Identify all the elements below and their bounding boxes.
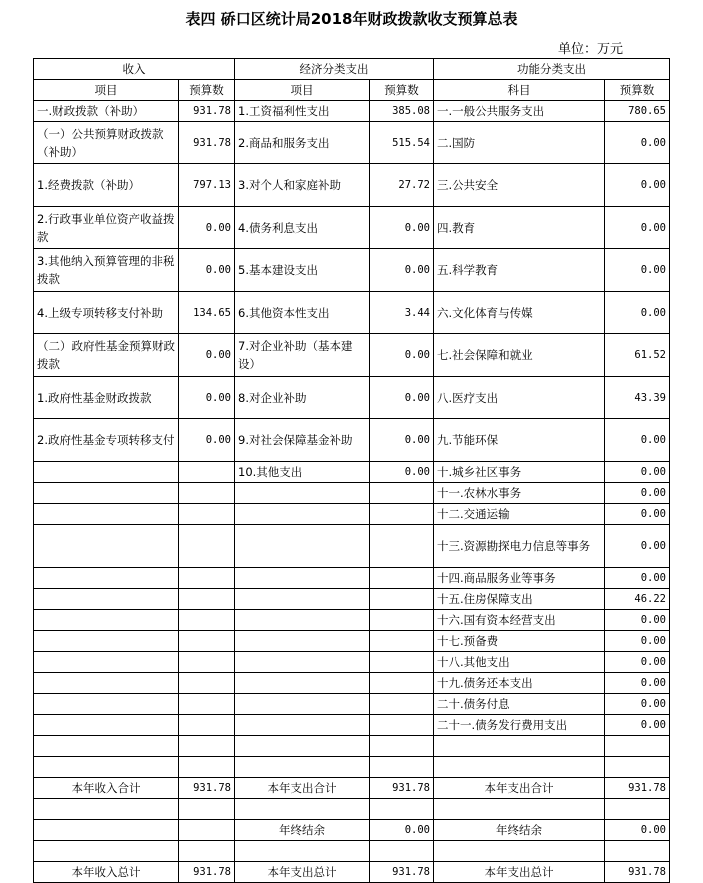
income-amount-cell: [179, 841, 235, 862]
income-amount-cell: 0.00: [179, 207, 235, 249]
func-amount-cell: 0.00: [605, 292, 670, 334]
func-amount-cell: [605, 736, 670, 757]
income-item-cell: [34, 610, 179, 631]
func-subject-cell: 七.社会保障和就业: [434, 334, 605, 377]
income-amount-cell: 931.78: [179, 122, 235, 164]
table-row: [34, 736, 670, 757]
income-item-cell: [34, 757, 179, 778]
func-amount-cell: 0.00: [605, 525, 670, 568]
econ-item-cell: 本年支出总计: [235, 862, 370, 883]
econ-amount-cell: 385.08: [370, 101, 434, 122]
table-row: [34, 249, 670, 292]
income-amount-cell: [179, 462, 235, 483]
econ-amount-cell: [370, 631, 434, 652]
income-amount-cell: [179, 715, 235, 736]
income-item-cell: 1.经费拨款（补助）: [34, 164, 179, 207]
func-subject-cell: [434, 841, 605, 862]
table-row: [34, 462, 670, 483]
income-item-cell: 本年收入合计: [34, 778, 179, 799]
income-item-cell: [34, 736, 179, 757]
func-amount-cell: 61.52: [605, 334, 670, 377]
func-subject-cell: 九.节能环保: [434, 419, 605, 462]
econ-item-cell: [235, 525, 370, 568]
func-amount-cell: 0.00: [605, 164, 670, 207]
income-item-cell: 4.上级专项转移支付补助: [34, 292, 179, 334]
econ-item-cell: 年终结余: [235, 820, 370, 841]
income-item-cell: [34, 589, 179, 610]
econ-item-cell: [235, 483, 370, 504]
income-item-cell: [34, 799, 179, 820]
func-amount-cell: 0.00: [605, 249, 670, 292]
econ-amount-cell: [370, 610, 434, 631]
header-amount: 预算数: [605, 80, 670, 101]
income-item-cell: [34, 652, 179, 673]
func-amount-cell: 0.00: [605, 207, 670, 249]
income-item-cell: [34, 483, 179, 504]
table-row: [34, 610, 670, 631]
table-row: [34, 694, 670, 715]
func-amount-cell: [605, 757, 670, 778]
income-amount-cell: [179, 589, 235, 610]
income-item-cell: [34, 525, 179, 568]
econ-item-cell: [235, 568, 370, 589]
column-header-row: [34, 80, 670, 101]
group-econ: 经济分类支出: [235, 59, 434, 80]
func-subject-cell: 六.文化体育与传媒: [434, 292, 605, 334]
group-header-row: [34, 59, 670, 80]
table-row: [34, 483, 670, 504]
econ-amount-cell: [370, 799, 434, 820]
table-row: [34, 778, 670, 799]
func-amount-cell: [605, 841, 670, 862]
income-amount-cell: [179, 504, 235, 525]
func-amount-cell: 931.78: [605, 778, 670, 799]
income-item-cell: [34, 504, 179, 525]
func-amount-cell: 0.00: [605, 610, 670, 631]
table-row: [34, 673, 670, 694]
econ-amount-cell: 27.72: [370, 164, 434, 207]
econ-item-cell: [235, 694, 370, 715]
income-item-cell: [34, 568, 179, 589]
econ-amount-cell: 931.78: [370, 862, 434, 883]
income-amount-cell: [179, 610, 235, 631]
income-amount-cell: [179, 652, 235, 673]
header-amount: 预算数: [179, 80, 235, 101]
table-row: [34, 292, 670, 334]
econ-item-cell: 1.工资福利性支出: [235, 101, 370, 122]
income-amount-cell: [179, 799, 235, 820]
econ-amount-cell: [370, 673, 434, 694]
group-func: 功能分类支出: [434, 59, 670, 80]
econ-item-cell: 10.其他支出: [235, 462, 370, 483]
func-amount-cell: 43.39: [605, 377, 670, 419]
econ-item-cell: [235, 841, 370, 862]
econ-amount-cell: 0.00: [370, 207, 434, 249]
income-amount-cell: [179, 483, 235, 504]
header-subject: 科目: [434, 80, 605, 101]
table-row: [34, 122, 670, 164]
func-subject-cell: 一.一般公共服务支出: [434, 101, 605, 122]
econ-amount-cell: 0.00: [370, 462, 434, 483]
func-subject-cell: 十九.债务还本支出: [434, 673, 605, 694]
econ-item-cell: [235, 610, 370, 631]
econ-item-cell: 7.对企业补助（基本建设）: [235, 334, 370, 377]
econ-item-cell: [235, 715, 370, 736]
func-subject-cell: 十四.商品服务业等事务: [434, 568, 605, 589]
econ-amount-cell: [370, 694, 434, 715]
income-amount-cell: [179, 694, 235, 715]
table-row: [34, 207, 670, 249]
income-amount-cell: 0.00: [179, 334, 235, 377]
table-row: [34, 757, 670, 778]
income-item-cell: 本年收入总计: [34, 862, 179, 883]
econ-item-cell: [235, 631, 370, 652]
econ-item-cell: 2.商品和服务支出: [235, 122, 370, 164]
econ-item-cell: [235, 652, 370, 673]
func-amount-cell: 46.22: [605, 589, 670, 610]
econ-item-cell: 6.其他资本性支出: [235, 292, 370, 334]
econ-item-cell: 5.基本建设支出: [235, 249, 370, 292]
unit-label: 单位：万元: [557, 42, 623, 57]
table-row: [34, 419, 670, 462]
income-amount-cell: [179, 673, 235, 694]
econ-amount-cell: [370, 715, 434, 736]
func-amount-cell: 0.00: [605, 715, 670, 736]
table-row: [34, 377, 670, 419]
func-subject-cell: 十五.住房保障支出: [434, 589, 605, 610]
budget-table: [33, 58, 670, 883]
table-row: [34, 525, 670, 568]
econ-item-cell: 3.对个人和家庭补助: [235, 164, 370, 207]
func-amount-cell: 0.00: [605, 631, 670, 652]
func-amount-cell: [605, 799, 670, 820]
income-item-cell: 2.行政事业单位资产收益拨款: [34, 207, 179, 249]
table-row: [34, 101, 670, 122]
econ-amount-cell: 3.44: [370, 292, 434, 334]
econ-item-cell: [235, 736, 370, 757]
header-item: 项目: [34, 80, 179, 101]
func-subject-cell: 本年支出总计: [434, 862, 605, 883]
func-subject-cell: 十七.预备费: [434, 631, 605, 652]
econ-amount-cell: 931.78: [370, 778, 434, 799]
func-amount-cell: 0.00: [605, 673, 670, 694]
table-row: [34, 568, 670, 589]
func-amount-cell: 0.00: [605, 462, 670, 483]
func-subject-cell: 二.国防: [434, 122, 605, 164]
func-subject-cell: 二十一.债务发行费用支出: [434, 715, 605, 736]
econ-amount-cell: [370, 589, 434, 610]
econ-item-cell: 本年支出合计: [235, 778, 370, 799]
func-subject-cell: [434, 799, 605, 820]
econ-amount-cell: [370, 736, 434, 757]
func-subject-cell: 八.医疗支出: [434, 377, 605, 419]
econ-amount-cell: [370, 841, 434, 862]
income-amount-cell: [179, 757, 235, 778]
econ-amount-cell: [370, 504, 434, 525]
econ-amount-cell: [370, 568, 434, 589]
econ-amount-cell: [370, 525, 434, 568]
func-amount-cell: 931.78: [605, 862, 670, 883]
table-row: [34, 504, 670, 525]
func-amount-cell: 0.00: [605, 483, 670, 504]
table-row: [34, 164, 670, 207]
table-row: [34, 652, 670, 673]
income-item-cell: [34, 841, 179, 862]
econ-amount-cell: [370, 652, 434, 673]
income-amount-cell: 797.13: [179, 164, 235, 207]
econ-amount-cell: 0.00: [370, 419, 434, 462]
table-row: [34, 589, 670, 610]
income-item-cell: [34, 694, 179, 715]
table-row: [34, 631, 670, 652]
income-amount-cell: 931.78: [179, 862, 235, 883]
econ-item-cell: [235, 589, 370, 610]
table-row: [34, 799, 670, 820]
func-amount-cell: 0.00: [605, 652, 670, 673]
func-amount-cell: 0.00: [605, 568, 670, 589]
income-amount-cell: [179, 820, 235, 841]
func-subject-cell: 年终结余: [434, 820, 605, 841]
income-item-cell: 一.财政拨款（补助）: [34, 101, 179, 122]
table-row: [34, 334, 670, 377]
func-subject-cell: 四.教育: [434, 207, 605, 249]
func-subject-cell: 十八.其他支出: [434, 652, 605, 673]
func-subject-cell: 本年支出合计: [434, 778, 605, 799]
func-amount-cell: 0.00: [605, 419, 670, 462]
income-item-cell: [34, 715, 179, 736]
econ-amount-cell: 515.54: [370, 122, 434, 164]
econ-item-cell: [235, 757, 370, 778]
income-item-cell: 2.政府性基金专项转移支付: [34, 419, 179, 462]
econ-item-cell: 8.对企业补助: [235, 377, 370, 419]
func-amount-cell: 0.00: [605, 694, 670, 715]
func-subject-cell: 十一.农林水事务: [434, 483, 605, 504]
income-amount-cell: 134.65: [179, 292, 235, 334]
econ-item-cell: 9.对社会保障基金补助: [235, 419, 370, 462]
income-item-cell: 1.政府性基金财政拨款: [34, 377, 179, 419]
func-amount-cell: 780.65: [605, 101, 670, 122]
income-amount-cell: 931.78: [179, 101, 235, 122]
econ-item-cell: [235, 504, 370, 525]
func-amount-cell: 0.00: [605, 820, 670, 841]
func-subject-cell: 十三.资源勘探电力信息等事务: [434, 525, 605, 568]
header-amount: 预算数: [370, 80, 434, 101]
header-item: 项目: [235, 80, 370, 101]
income-item-cell: [34, 631, 179, 652]
table-row: [34, 841, 670, 862]
income-item-cell: [34, 462, 179, 483]
econ-amount-cell: 0.00: [370, 249, 434, 292]
income-amount-cell: 0.00: [179, 419, 235, 462]
income-amount-cell: [179, 525, 235, 568]
func-subject-cell: 十六.国有资本经营支出: [434, 610, 605, 631]
income-amount-cell: [179, 568, 235, 589]
income-item-cell: （二）政府性基金预算财政拨款: [34, 334, 179, 377]
income-amount-cell: [179, 736, 235, 757]
func-subject-cell: 十.城乡社区事务: [434, 462, 605, 483]
page-title: 表四 硚口区统计局2018年财政拨款收支预算总表: [185, 10, 518, 28]
income-item-cell: 3.其他纳入预算管理的非税拨款: [34, 249, 179, 292]
income-item-cell: [34, 820, 179, 841]
income-amount-cell: [179, 631, 235, 652]
econ-amount-cell: 0.00: [370, 334, 434, 377]
func-amount-cell: 0.00: [605, 504, 670, 525]
econ-item-cell: [235, 673, 370, 694]
income-amount-cell: 931.78: [179, 778, 235, 799]
func-subject-cell: [434, 736, 605, 757]
func-subject-cell: [434, 757, 605, 778]
table-row: [34, 820, 670, 841]
income-item-cell: [34, 673, 179, 694]
econ-item-cell: 4.债务利息支出: [235, 207, 370, 249]
func-amount-cell: 0.00: [605, 122, 670, 164]
income-amount-cell: 0.00: [179, 377, 235, 419]
table-row: [34, 862, 670, 883]
econ-amount-cell: [370, 757, 434, 778]
group-income: 收入: [34, 59, 235, 80]
func-subject-cell: 五.科学教育: [434, 249, 605, 292]
func-subject-cell: 二十.债务付息: [434, 694, 605, 715]
func-subject-cell: 十二.交通运输: [434, 504, 605, 525]
econ-amount-cell: [370, 483, 434, 504]
func-subject-cell: 三.公共安全: [434, 164, 605, 207]
econ-amount-cell: 0.00: [370, 820, 434, 841]
econ-item-cell: [235, 799, 370, 820]
table-row: [34, 715, 670, 736]
income-item-cell: （一）公共预算财政拨款（补助）: [34, 122, 179, 164]
income-amount-cell: 0.00: [179, 249, 235, 292]
econ-amount-cell: 0.00: [370, 377, 434, 419]
